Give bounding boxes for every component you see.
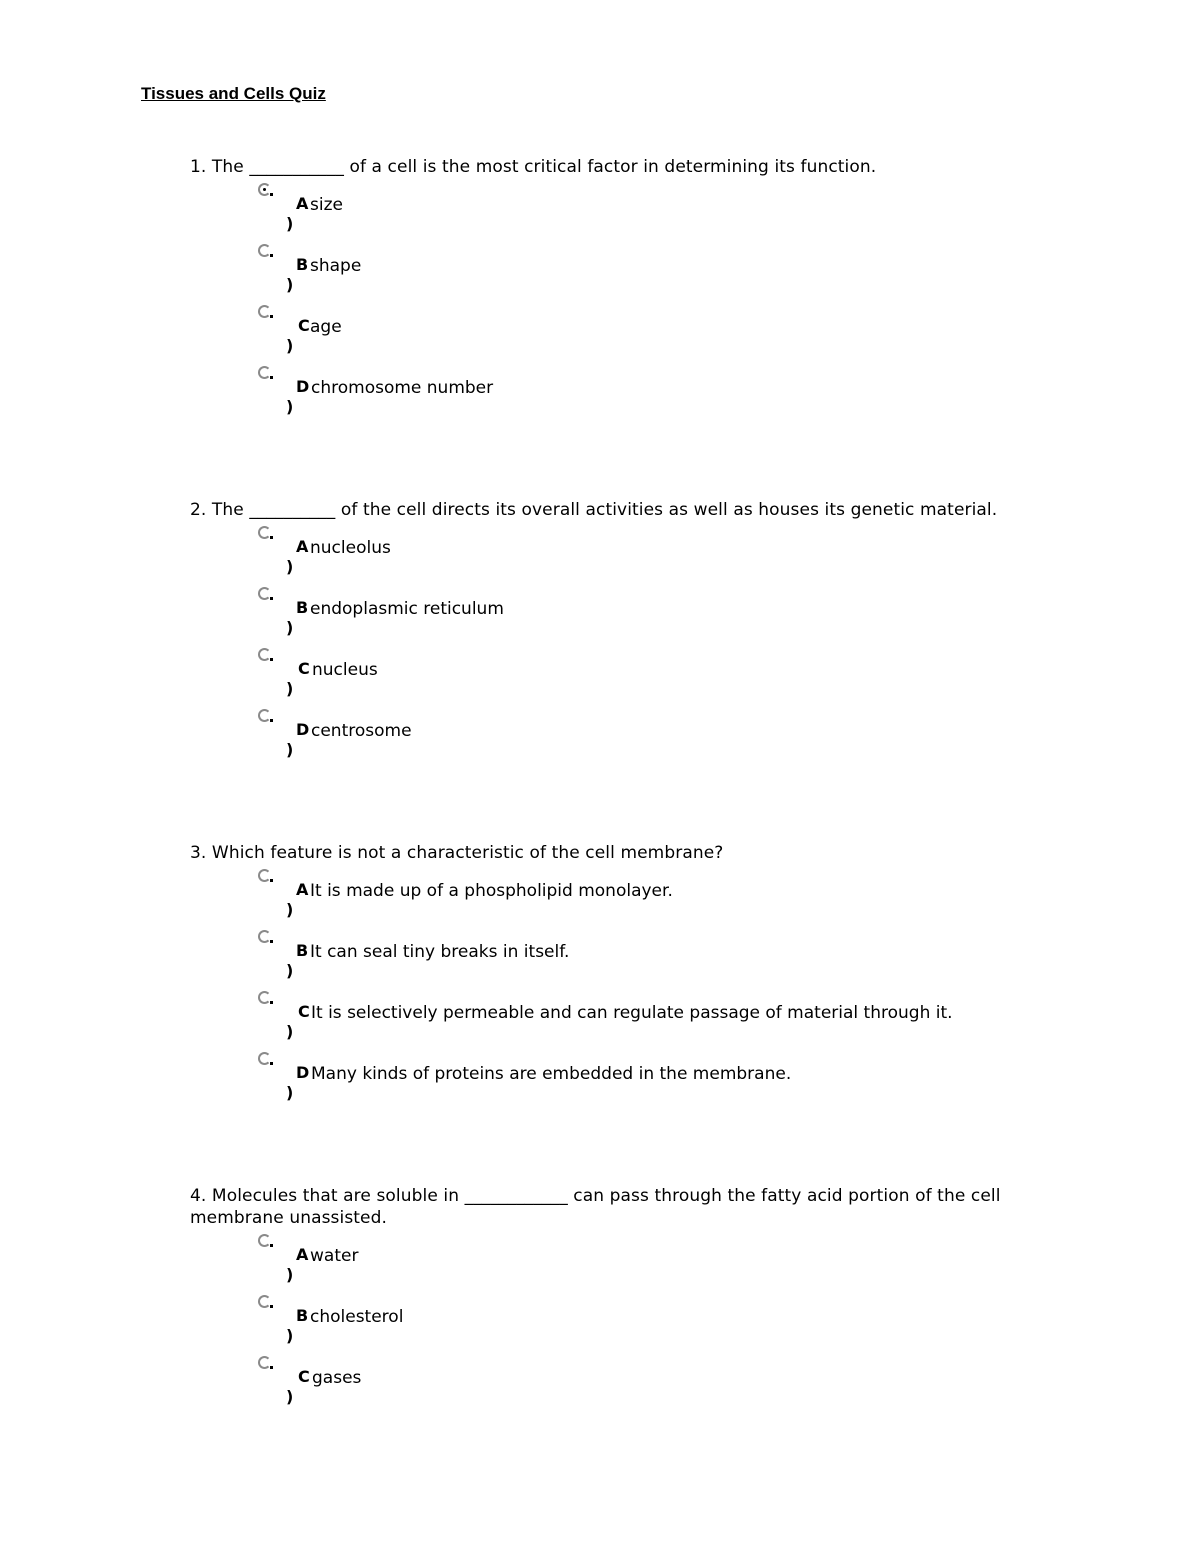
option-c[interactable] (190, 986, 1070, 1047)
radio-tick (270, 719, 273, 722)
radio-tick (270, 376, 273, 379)
radio-selected-dot (263, 188, 266, 191)
question-1 (190, 156, 1070, 422)
radio-tick (270, 940, 273, 943)
options-list (190, 1229, 1060, 1412)
option-text: chromosome number (311, 378, 494, 398)
option-letter: A (296, 194, 309, 213)
option-d[interactable] (190, 1047, 1070, 1108)
options-list (190, 521, 1070, 765)
options-list (190, 178, 1070, 422)
radio-tick (270, 658, 273, 661)
option-letter: B (296, 598, 309, 617)
option-letter: D (296, 720, 310, 739)
radio-tick (270, 315, 273, 318)
question-text: 1. The ___________ of a cell is the most critical factor in determining its function. (190, 157, 877, 177)
option-paren: ) (286, 1083, 294, 1102)
option-b[interactable] (190, 1290, 1060, 1351)
option-c[interactable] (190, 643, 1070, 704)
option-paren: ) (286, 214, 294, 233)
option-a[interactable] (190, 521, 1070, 582)
option-letter: B (296, 941, 309, 960)
option-text: age (310, 317, 342, 337)
question-text: 2. The __________ of the cell directs its overall activities as well as houses its genetic material. (190, 500, 998, 520)
option-letter: C (298, 1367, 310, 1386)
option-paren: ) (286, 679, 294, 698)
option-text: nucleus (312, 660, 378, 680)
radio-tick (270, 879, 273, 882)
options-list (190, 864, 1070, 1108)
option-letter: C (298, 316, 310, 335)
option-paren: ) (286, 1326, 294, 1345)
option-paren: ) (286, 618, 294, 637)
option-b[interactable] (190, 582, 1070, 643)
option-letter: C (298, 659, 310, 678)
radio-tick (270, 1062, 273, 1065)
question-4 (190, 1185, 1060, 1412)
option-paren: ) (286, 1387, 294, 1406)
option-text: cholesterol (310, 1307, 404, 1327)
radio-tick (270, 597, 273, 600)
question-text: 3. Which feature is not a characteristic of the cell membrane? (190, 843, 724, 863)
option-text: water (310, 1246, 359, 1266)
option-text: nucleolus (310, 538, 391, 558)
page-title: Tissues and Cells Quiz (141, 84, 326, 103)
option-text: gases (312, 1368, 362, 1388)
option-paren: ) (286, 557, 294, 576)
option-text: centrosome (311, 721, 412, 741)
option-paren: ) (286, 336, 294, 355)
option-c[interactable] (190, 1351, 1060, 1412)
option-a[interactable] (190, 1229, 1060, 1290)
option-letter: B (296, 1306, 309, 1325)
option-paren: ) (286, 900, 294, 919)
option-text: endoplasmic reticulum (310, 599, 504, 619)
radio-tick (270, 1305, 273, 1308)
option-letter: D (296, 377, 310, 396)
option-text: Many kinds of proteins are embedded in the membrane. (311, 1064, 792, 1084)
option-d[interactable] (190, 704, 1070, 765)
option-letter: A (296, 1245, 309, 1264)
option-b[interactable] (190, 239, 1070, 300)
option-paren: ) (286, 397, 294, 416)
question-3 (190, 842, 1070, 1108)
option-paren: ) (286, 1265, 294, 1284)
question-2 (190, 499, 1070, 765)
radio-tick (270, 254, 273, 257)
radio-tick (270, 193, 273, 196)
option-letter: A (296, 537, 309, 556)
radio-tick (270, 1001, 273, 1004)
option-letter: D (296, 1063, 310, 1082)
radio-tick (270, 1366, 273, 1369)
option-d[interactable] (190, 361, 1070, 422)
option-paren: ) (286, 740, 294, 759)
radio-tick (270, 1244, 273, 1247)
option-text: size (310, 195, 343, 215)
option-letter: A (296, 880, 309, 899)
option-text: It is selectively permeable and can regulate passage of material through it. (311, 1003, 953, 1023)
option-a[interactable] (190, 864, 1070, 925)
radio-tick (270, 536, 273, 539)
option-b[interactable] (190, 925, 1070, 986)
option-a[interactable] (190, 178, 1070, 239)
option-c[interactable] (190, 300, 1070, 361)
option-letter: B (296, 255, 309, 274)
question-text: 4. Molecules that are soluble in ____________ can pass through the fatty acid portion of the cell membrane unassisted. (190, 1186, 1007, 1228)
option-text: It is made up of a phospholipid monolayer. (310, 881, 673, 901)
option-letter: C (298, 1002, 310, 1021)
option-paren: ) (286, 961, 294, 980)
option-paren: ) (286, 1022, 294, 1041)
option-text: It can seal tiny breaks in itself. (310, 942, 570, 962)
option-text: shape (310, 256, 362, 276)
option-paren: ) (286, 275, 294, 294)
